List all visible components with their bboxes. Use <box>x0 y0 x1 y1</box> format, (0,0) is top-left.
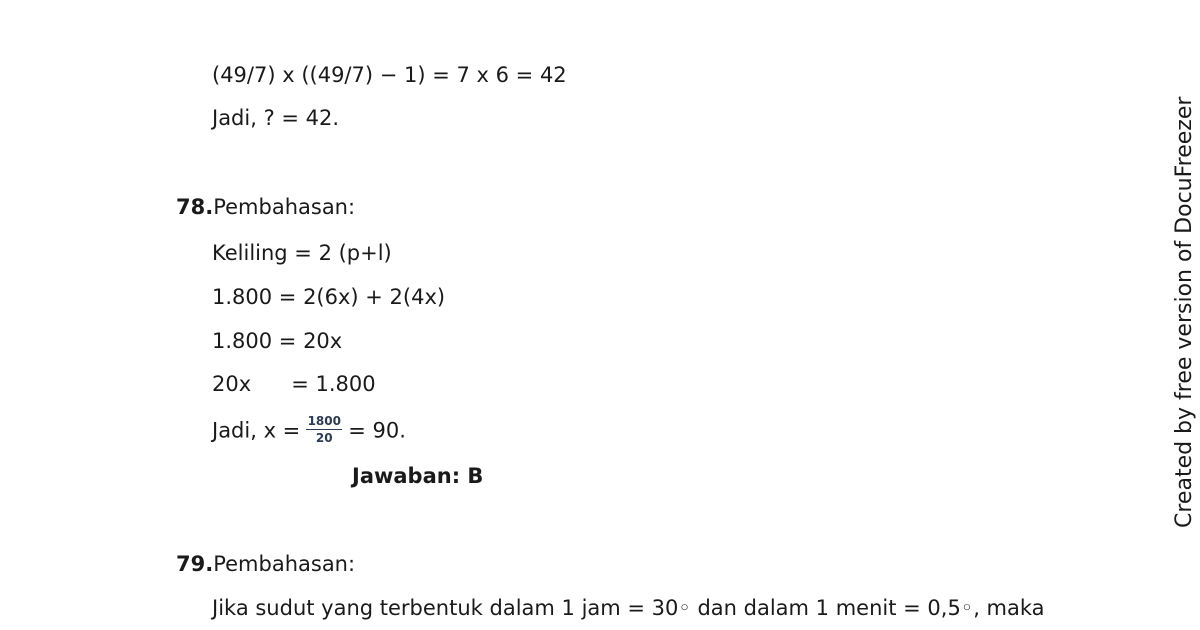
docufreezer-watermark: Created by free version of DocuFreezer <box>1172 96 1197 528</box>
solution-78-heading: Pembahasan: <box>213 195 356 219</box>
solution-79-line-1: Jika sudut yang terbentuk dalam 1 jam = 30◦ dan dalam 1 menit = 0,5◦, maka <box>212 596 1045 620</box>
solution-79-heading: Pembahasan: <box>213 552 356 576</box>
solution-78-number: 78. <box>176 195 214 219</box>
solution-78-step-1: Keliling = 2 (p+l) <box>212 241 392 265</box>
solution-78-step-2: 1.800 = 2(6x) + 2(4x) <box>212 285 446 309</box>
solution-77-result-line: (49/7) x ((49/7) − 1) = 7 x 6 = 42 <box>212 63 567 87</box>
solution-78-answer: Jawaban: B <box>352 464 484 488</box>
solution-78-step-3: 1.800 = 20x <box>212 329 343 353</box>
solution-78-step-4: 20x = 1.800 <box>212 372 376 396</box>
solution-78-conclusion <box>212 416 406 447</box>
fraction-denominator: 20 <box>315 431 333 445</box>
fraction-bar <box>306 429 342 430</box>
solution-79-header <box>176 551 355 577</box>
fraction <box>306 414 342 445</box>
solution-78-header <box>176 194 355 220</box>
conclusion-suffix: = 90. <box>348 418 406 443</box>
solution-77-conclusion: Jadi, ? = 42. <box>212 106 340 130</box>
conclusion-prefix: Jadi, x = <box>212 418 301 443</box>
solution-79-number: 79. <box>176 552 214 576</box>
fraction-numerator: 1800 <box>307 414 341 428</box>
